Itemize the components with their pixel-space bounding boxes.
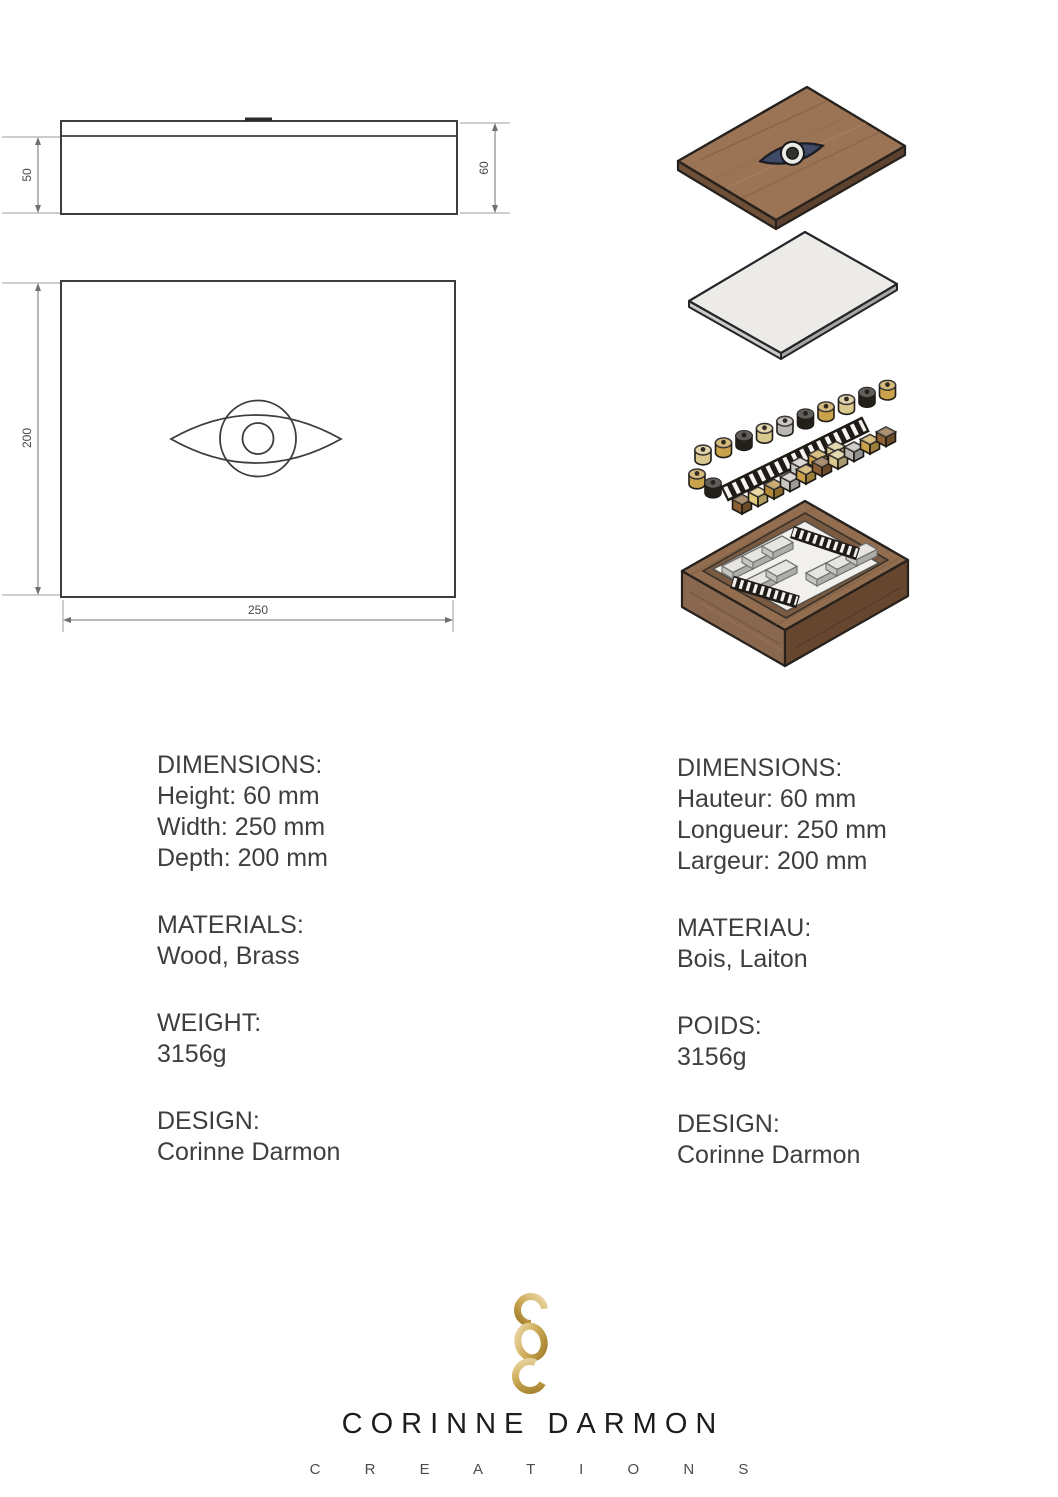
spec-section-weight <box>157 1008 537 1070</box>
dimension-label-50: 50 <box>20 168 34 182</box>
spec-section-design-fr <box>677 1109 1057 1171</box>
spec-title: DESIGN: <box>157 1107 260 1135</box>
spec-line-width: Width: 250 mm <box>157 813 326 841</box>
spec-line-longueur: Longueur: 250 mm <box>677 816 887 844</box>
spec-section-materiau <box>677 913 1057 975</box>
monogram-bottom-c <box>510 1356 550 1395</box>
dimension-label-200: 200 <box>20 427 34 449</box>
spec-title: MATERIALS: <box>157 911 304 939</box>
exploded-box-base-part <box>682 501 908 666</box>
spec-title: DIMENSIONS: <box>677 754 843 782</box>
specs-column-french <box>677 753 1057 1207</box>
brand-subtitle: C R E A T I O N S <box>309 1461 769 1478</box>
brand-name: CORINNE DARMON <box>341 1408 725 1440</box>
specs-column-english <box>157 750 537 1204</box>
side-view-drawing <box>0 100 540 230</box>
spec-line-largeur: Largeur: 200 mm <box>677 847 868 875</box>
spec-line-height: Height: 60 mm <box>157 782 320 810</box>
spec-section-poids <box>677 1011 1057 1073</box>
spec-title: DIMENSIONS: <box>157 751 323 779</box>
brand-monogram-logo-icon <box>503 1291 559 1395</box>
spec-title: POIDS: <box>677 1012 762 1040</box>
monogram-top-c <box>518 1297 545 1324</box>
spec-title: DESIGN: <box>677 1110 780 1138</box>
spec-line-poids: 3156g <box>677 1043 747 1071</box>
spec-title: MATERIAU: <box>677 914 812 942</box>
spec-line-materiau: Bois, Laiton <box>677 945 808 973</box>
spec-line-designer: Corinne Darmon <box>157 1138 341 1166</box>
dimension-label-250: 250 <box>247 603 269 617</box>
side-view-box-outline <box>61 121 457 214</box>
dimension-label-60: 60 <box>477 161 491 175</box>
spec-line-weight: 3156g <box>157 1040 227 1068</box>
monogram-middle-link <box>515 1323 548 1360</box>
spec-section-materials <box>157 910 537 972</box>
spec-section-design <box>157 1106 537 1168</box>
spec-line-depth: Depth: 200 mm <box>157 844 328 872</box>
plan-view-drawing <box>0 270 540 645</box>
spec-line-hauteur: Hauteur: 60 mm <box>677 785 857 813</box>
spec-title: WEIGHT: <box>157 1009 262 1037</box>
exploded-panel-part <box>689 232 897 359</box>
spec-section-dimensions-fr <box>677 753 1057 877</box>
exploded-view <box>640 72 940 672</box>
panel-top-face <box>689 232 897 353</box>
spec-section-dimensions <box>157 750 537 874</box>
spec-line-materials: Wood, Brass <box>157 942 300 970</box>
exploded-pieces-part <box>689 380 896 514</box>
lid-tab-notch <box>245 118 272 121</box>
exploded-lid-part <box>678 87 905 229</box>
plan-view-box-outline <box>61 281 455 597</box>
spec-line-designer-fr: Corinne Darmon <box>677 1141 861 1169</box>
